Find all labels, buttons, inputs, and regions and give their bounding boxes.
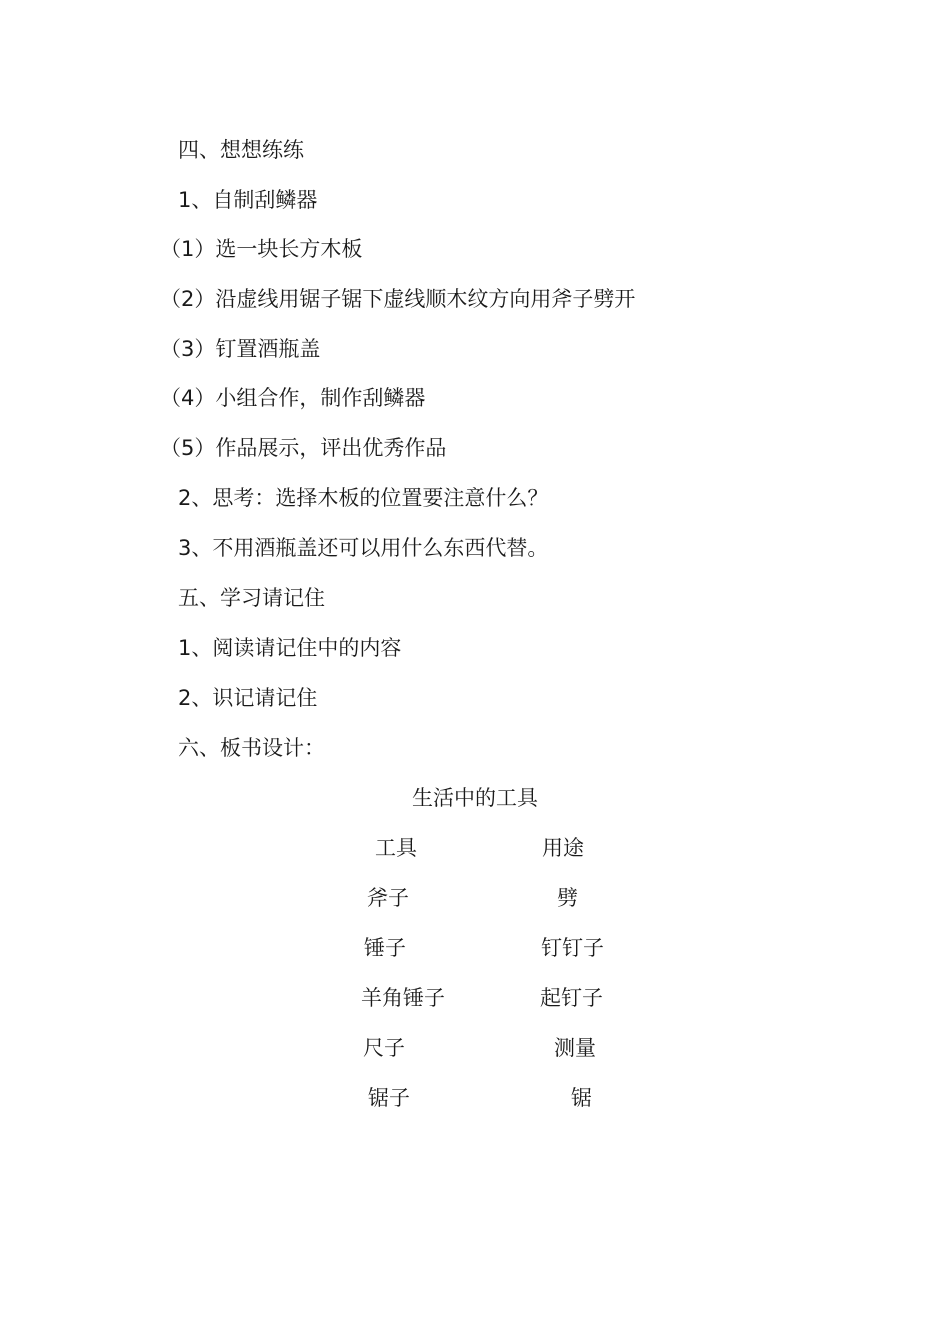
- board-header-use: 用途: [542, 836, 584, 860]
- board-row-tool: 尺子: [363, 1036, 405, 1060]
- step-2: （2）沿虚线用锯子锯下虚线顺木纹方向用斧子劈开: [160, 287, 636, 311]
- section-5-heading: 五、学习请记住: [178, 586, 325, 610]
- step-4: （4）小组合作，制作刮鳞器: [160, 386, 426, 410]
- section-4-item-1: 1、自制刮鳞器: [178, 188, 318, 212]
- step-5: （5）作品展示，评出优秀作品: [160, 436, 447, 460]
- board-row-tool: 锤子: [364, 936, 406, 960]
- board-row-use: 劈: [557, 886, 578, 910]
- board-title: 生活中的工具: [412, 786, 538, 810]
- board-row-tool: 羊角锤子: [361, 986, 445, 1010]
- board-row-use: 钉钉子: [541, 936, 604, 960]
- board-header-tool: 工具: [375, 836, 417, 860]
- board-row-use: 测量: [554, 1036, 596, 1060]
- section-5-item-2: 2、识记请记住: [178, 686, 318, 710]
- board-row-tool: 锯子: [368, 1086, 410, 1110]
- section-4-item-3: 3、不用酒瓶盖还可以用什么东西代替。: [178, 536, 549, 560]
- section-4-item-2: 2、思考：选择木板的位置要注意什么？: [178, 486, 549, 510]
- board-row-use: 锯: [571, 1086, 592, 1110]
- section-6-heading: 六、板书设计：: [178, 736, 325, 760]
- step-1: （1）选一块长方木板: [160, 237, 363, 261]
- section-4-heading: 四、想想练练: [178, 138, 304, 162]
- board-row-use: 起钉子: [540, 986, 603, 1010]
- step-3: （3）钉置酒瓶盖: [160, 337, 321, 361]
- section-5-item-1: 1、阅读请记住中的内容: [178, 636, 402, 660]
- board-row-tool: 斧子: [367, 886, 409, 910]
